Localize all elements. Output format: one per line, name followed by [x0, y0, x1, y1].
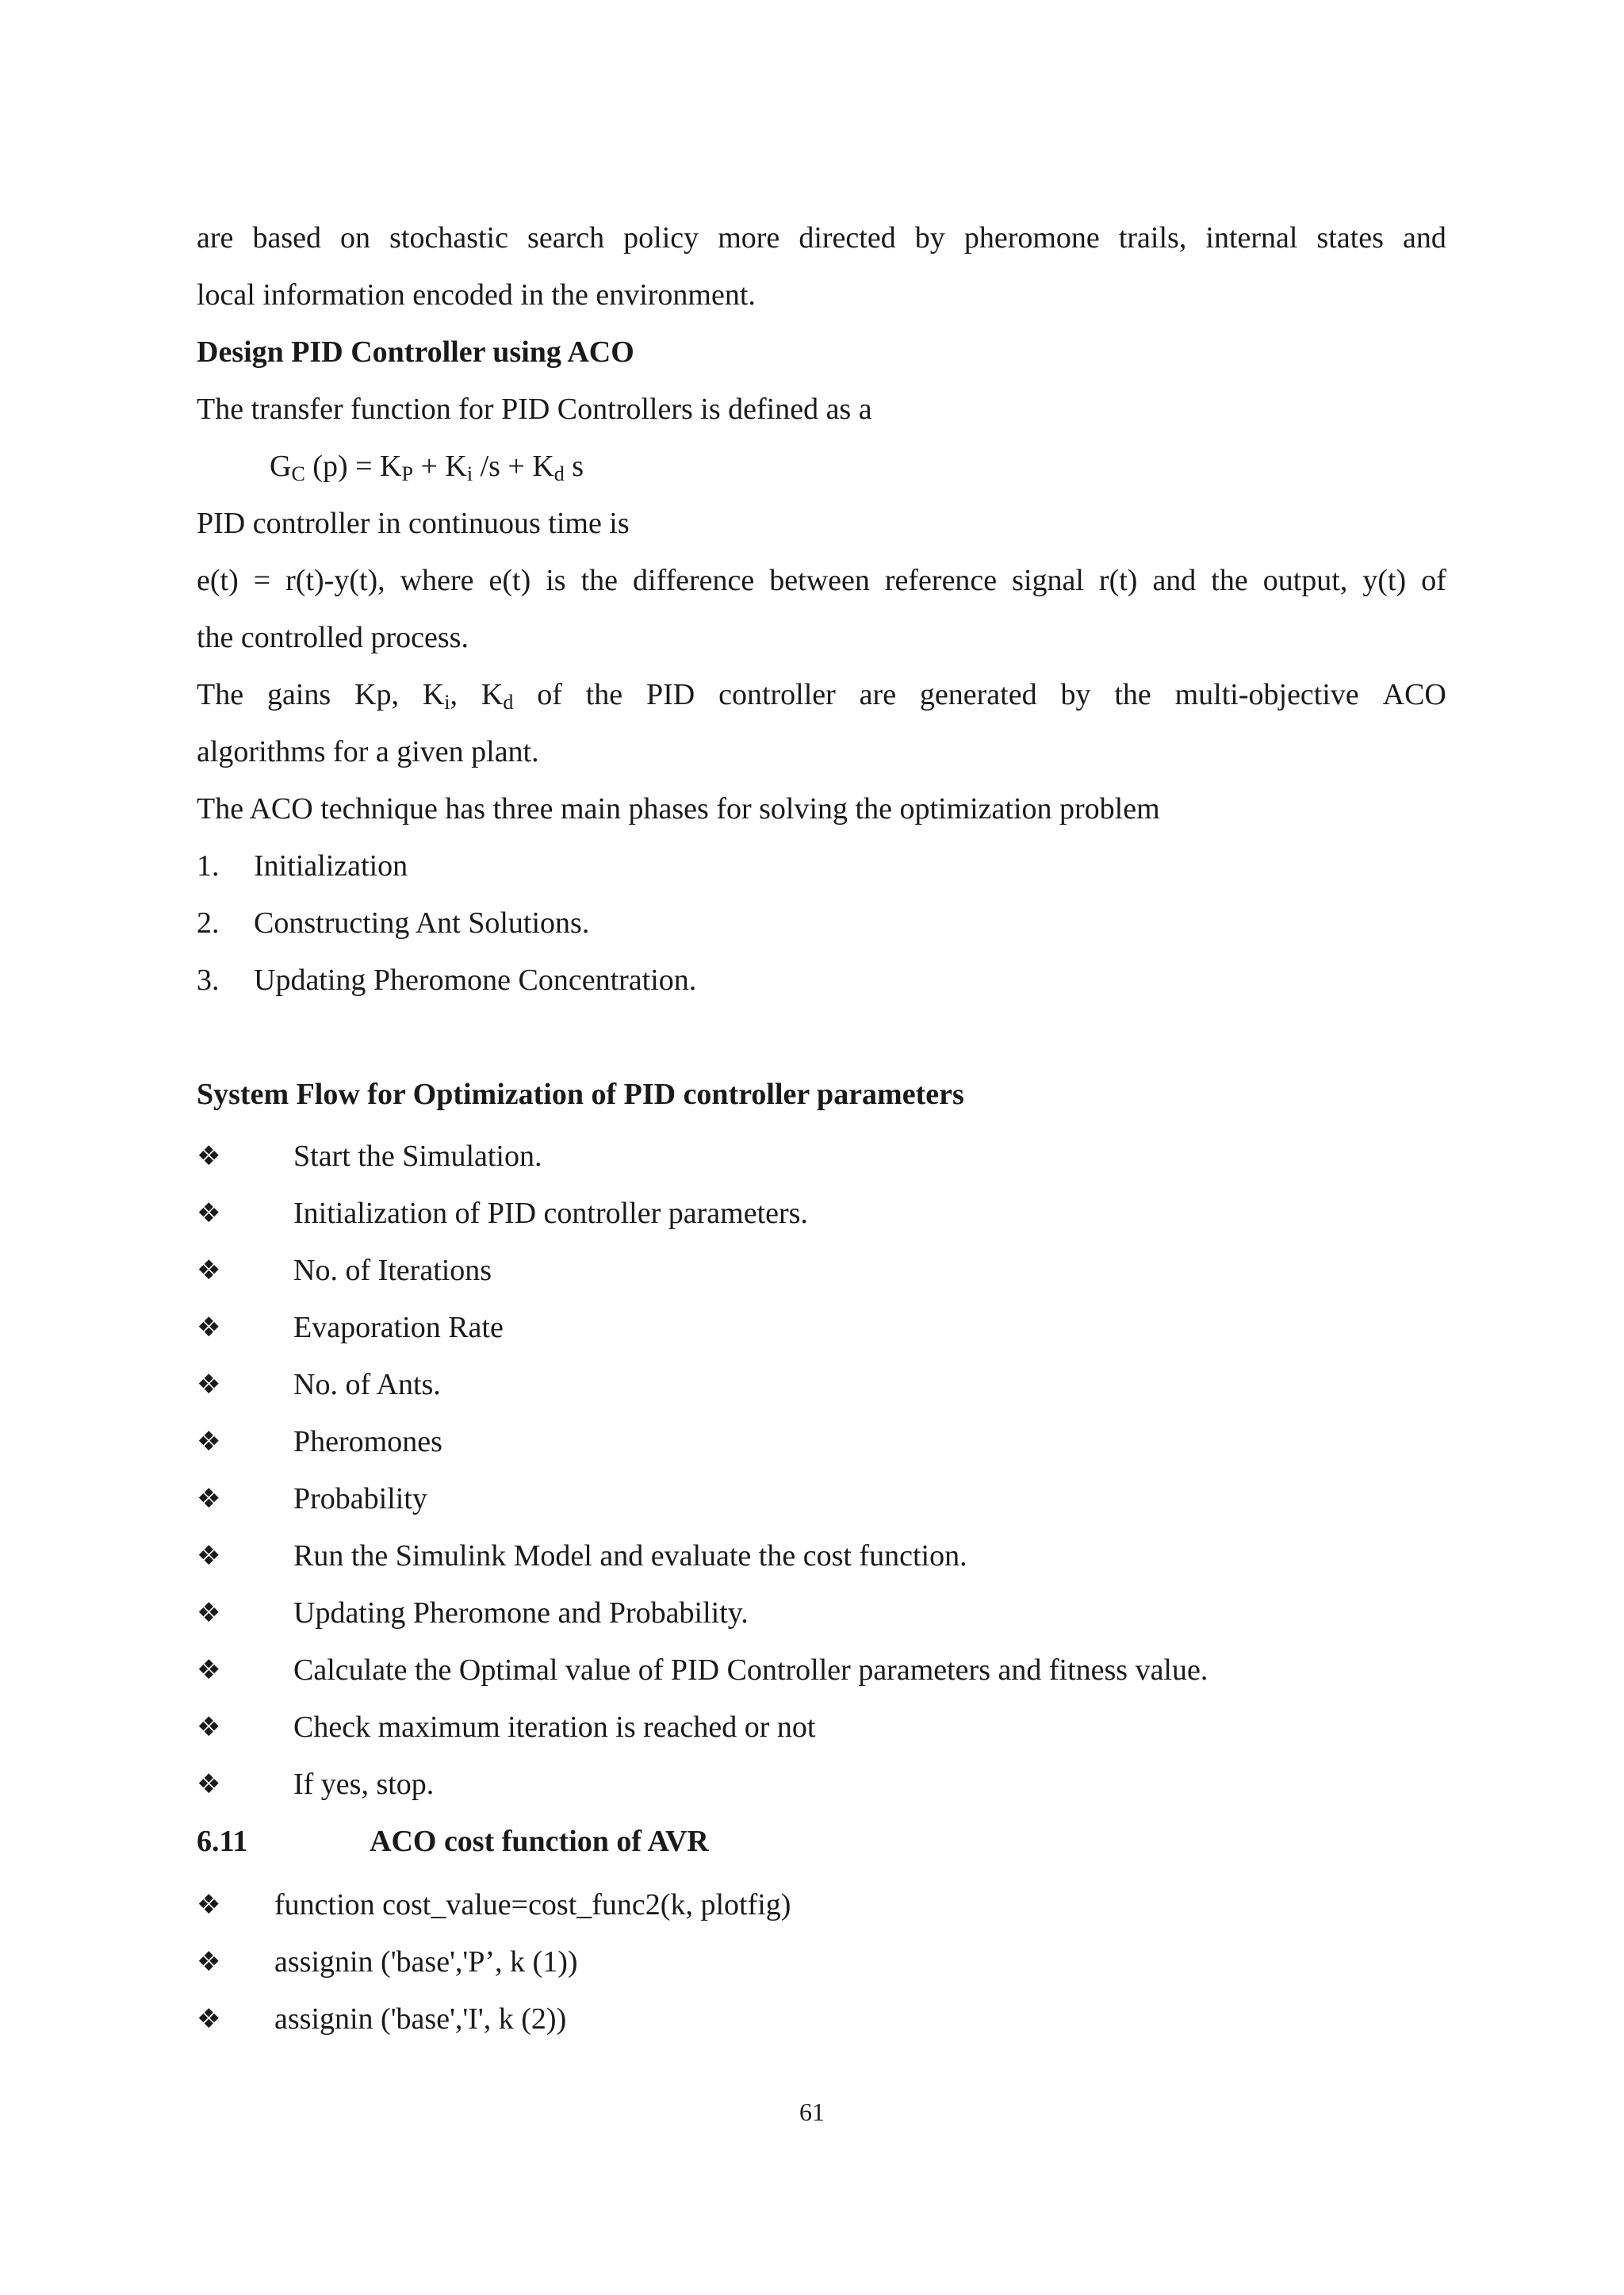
error-definition-line-2: the controlled process. — [197, 621, 469, 654]
diamond-bullet-icon: ❖ — [197, 1597, 221, 1629]
list-item — [197, 1699, 1446, 1756]
gains-word: multi-objective — [1174, 678, 1359, 711]
list-item — [197, 1642, 1446, 1699]
pid-formula — [197, 443, 1446, 500]
error-word: and — [1152, 564, 1197, 597]
intro-word: states — [1316, 221, 1384, 255]
list-item — [197, 1413, 1446, 1470]
intro-word: more — [718, 221, 780, 255]
diamond-bullet-icon: ❖ — [197, 1255, 221, 1286]
transfer-function-intro: The transfer function for PID Controllers is defined as a — [197, 393, 872, 426]
intro-word: trails, — [1118, 221, 1187, 255]
error-word: e(t) — [488, 564, 531, 597]
code-list — [197, 1876, 1446, 2048]
error-word: where — [400, 564, 474, 597]
formula-g: G — [270, 450, 292, 483]
list-text: Check maximum iteration is reached or not — [293, 1711, 816, 1744]
gains-line-1 — [197, 671, 1446, 728]
design-heading: Design PID Controller using ACO — [197, 335, 634, 369]
section-heading — [197, 1813, 1446, 1876]
intro-word: based — [252, 221, 321, 255]
list-item — [197, 842, 1446, 899]
intro-word: pheromone — [963, 221, 1100, 255]
gains-kd: $K_d$ — [481, 678, 514, 714]
page-body — [197, 214, 1446, 2048]
diamond-bullet-icon: ❖ — [197, 1889, 221, 1921]
gains-ki: $K_i$, — [422, 678, 458, 714]
list-item — [197, 1876, 1446, 1933]
formula-g-sub: C — [291, 462, 305, 485]
diamond-bullet-icon: ❖ — [197, 2003, 221, 2035]
error-word: output, — [1262, 564, 1348, 597]
phases-intro: The ACO technique has three main phases for solving the optimization problem — [197, 792, 1160, 826]
list-text: Evaporation Rate — [293, 1311, 504, 1344]
list-text: function cost_value=cost_func2(k, plotfig) — [274, 1888, 791, 1921]
list-item — [197, 1756, 1446, 1813]
intro-word: directed — [799, 221, 896, 255]
diamond-bullet-icon: ❖ — [197, 1654, 221, 1686]
page-number: 61 — [799, 2098, 825, 2126]
list-number: 1. — [197, 849, 220, 883]
error-word: r(t) — [1098, 564, 1138, 597]
intro-word: internal — [1205, 221, 1298, 255]
gains-line-2: algorithms for a given plant. — [197, 735, 539, 768]
list-item — [197, 1356, 1446, 1413]
intro-word: stochastic — [389, 221, 508, 255]
formula-part2: + K — [412, 450, 467, 483]
list-text: Calculate the Optimal value of PID Controller parameters and fitness value. — [293, 1653, 1208, 1687]
diamond-bullet-icon: ❖ — [197, 1426, 221, 1458]
list-text: Updating Pheromone and Probability. — [293, 1596, 749, 1630]
pid-continuous-text: PID controller in continuous time is — [197, 507, 630, 540]
flow-list — [197, 1128, 1446, 1813]
intro-word: by — [914, 221, 945, 255]
diamond-bullet-icon: ❖ — [197, 1540, 221, 1572]
list-text: assignin ('base','P’, k (1)) — [274, 1945, 578, 1979]
list-number: 3. — [197, 964, 220, 997]
list-item — [197, 1128, 1446, 1185]
formula-part4: s — [564, 450, 584, 483]
diamond-bullet-icon: ❖ — [197, 1483, 221, 1515]
list-text: Probability — [293, 1482, 427, 1515]
list-text: No. of Iterations — [293, 1254, 492, 1287]
error-word: the — [580, 564, 618, 597]
gains-word: controller — [718, 678, 836, 711]
list-item — [197, 956, 1446, 1013]
error-word: difference — [632, 564, 755, 597]
gains-word: the — [585, 678, 623, 711]
error-word: = — [253, 564, 271, 597]
list-text: Pheromones — [293, 1425, 442, 1458]
error-definition-line-1 — [197, 557, 1446, 614]
diamond-bullet-icon: ❖ — [197, 1369, 221, 1400]
diamond-bullet-icon: ❖ — [197, 1711, 221, 1743]
gains-word: ACO — [1382, 678, 1446, 711]
gains-word: generated — [919, 678, 1037, 711]
diamond-bullet-icon: ❖ — [197, 1946, 221, 1978]
error-word: signal — [1012, 564, 1084, 597]
list-text: assignin ('base','I', k (2)) — [274, 2002, 567, 2036]
list-text: If yes, stop. — [293, 1768, 435, 1801]
section-number: 6.11 — [197, 1825, 248, 1858]
gains-word: by — [1060, 678, 1091, 711]
diamond-bullet-icon: ❖ — [197, 1312, 221, 1343]
diamond-bullet-icon: ❖ — [197, 1197, 221, 1229]
list-text: No. of Ants. — [293, 1368, 441, 1401]
list-item — [197, 1185, 1446, 1242]
gains-word: gains — [266, 678, 331, 711]
intro-word: are — [197, 221, 234, 255]
gains-word: are — [859, 678, 897, 711]
gains-word: PID — [646, 678, 695, 711]
list-item — [197, 1242, 1446, 1299]
list-text: Constructing Ant Solutions. — [254, 906, 590, 940]
list-text: Start the Simulation. — [293, 1140, 542, 1173]
list-item — [197, 1584, 1446, 1642]
spacer — [197, 1013, 1446, 1071]
list-text: Updating Pheromone Concentration. — [254, 964, 697, 997]
gains-word: The — [197, 678, 244, 711]
intro-word: and — [1403, 221, 1446, 255]
error-word: the — [1211, 564, 1248, 597]
list-number: 2. — [197, 906, 220, 940]
intro-word: on — [340, 221, 371, 255]
system-flow-heading: System Flow for Optimization of PID controller parameters — [197, 1078, 964, 1111]
list-item — [197, 1299, 1446, 1356]
gains-word: the — [1114, 678, 1151, 711]
diamond-bullet-icon: ❖ — [197, 1768, 221, 1800]
formula-part1: (p) = K — [304, 450, 402, 483]
formula-part3: /s + K — [473, 450, 554, 483]
formula-kd-sub: d — [553, 462, 565, 485]
error-word: is — [546, 564, 566, 597]
list-text: Initialization — [254, 849, 408, 883]
error-word: of — [1421, 564, 1446, 597]
intro-line-1 — [197, 214, 1446, 271]
error-word: reference — [884, 564, 998, 597]
list-item — [197, 1933, 1446, 1990]
error-word: e(t) — [197, 564, 239, 597]
list-item — [197, 1990, 1446, 2048]
section-title: ACO cost function of AVR — [370, 1825, 709, 1858]
list-item — [197, 1527, 1446, 1584]
formula-ki-sub: i — [466, 462, 473, 485]
list-text: Initialization of PID controller parameters. — [293, 1197, 808, 1230]
diamond-bullet-icon: ❖ — [197, 1140, 221, 1172]
intro-word: search — [527, 221, 605, 255]
error-word: between — [769, 564, 870, 597]
list-text: Run the Simulink Model and evaluate the cost function. — [293, 1539, 967, 1573]
list-item — [197, 1470, 1446, 1527]
phases-list — [197, 842, 1446, 1013]
formula-kp-sub: P — [401, 462, 413, 485]
error-word: r(t)-y(t), — [285, 564, 385, 597]
gains-word: Kp, — [354, 678, 399, 711]
intro-line-2: local information encoded in the environment. — [197, 278, 756, 312]
gains-word: of — [537, 678, 562, 711]
error-word: y(t) — [1362, 564, 1407, 597]
intro-word: policy — [623, 221, 699, 255]
list-item — [197, 899, 1446, 956]
